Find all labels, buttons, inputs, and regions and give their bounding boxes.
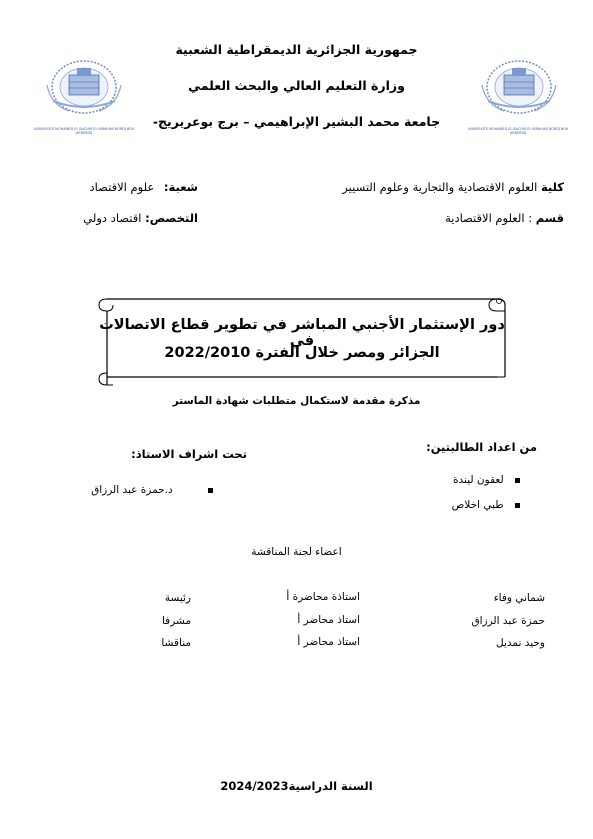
student-item <box>452 499 520 511</box>
committee-member-role: مناقشا <box>161 637 191 649</box>
specialty-row <box>83 211 198 225</box>
department-value: : العلوم الاقتصادية <box>445 211 533 225</box>
specialty-label: التخصص: <box>145 211 198 225</box>
faculty-row <box>342 180 564 194</box>
branch-label: شعبة: <box>163 180 198 194</box>
committee-member-role: رئيسة <box>164 592 191 604</box>
committee-member-rank: استاذة محاضرة أ <box>286 591 360 603</box>
faculty-label: كلية <box>540 180 564 194</box>
branch-value: علوم الاقتصاد <box>89 180 155 194</box>
supervisor-name: د.حمزة عبد الرزاق <box>91 484 173 496</box>
supervisor-item <box>91 484 213 496</box>
bullet-icon <box>515 503 520 508</box>
title-scroll <box>93 293 511 391</box>
supervisor-label: تحت اشراف الاستاذ: <box>131 447 247 461</box>
student-item <box>453 474 520 486</box>
branch-row <box>90 180 198 194</box>
logo-caption-left: UNIVERSITE MOHAMED EL BACHIR EL IBRAHIMI BORDJ BOU ARRERIDJ <box>33 127 135 135</box>
department-label: قسم <box>535 211 564 225</box>
committee-label: اعضاء لجنة المناقشة <box>251 546 342 558</box>
student-name: لعقون ليندة <box>453 474 504 486</box>
committee-member-rank: استاذ محاضر أ <box>297 636 360 648</box>
department-row <box>445 211 564 225</box>
faculty-value: العلوم الاقتصادية والتجارية وعلوم التسيير <box>342 180 538 194</box>
ministry-title: وزارة التعليم العالي والبحث العلمي <box>188 78 405 93</box>
committee-member-rank: استاذ محاضر أ <box>297 614 360 626</box>
thesis-title-line-1: دور الإستثمار الأجنبي المباشر في تطوير قطاع الاتصالات في <box>99 317 505 349</box>
thesis-subtitle: مذكرة مقدمة لاستكمال متطلبات شهادة الماستر <box>172 395 421 407</box>
bullet-icon <box>515 478 520 483</box>
logo-caption-right: UNIVERSITE MOHAMED EL BACHIR EL IBRAHIMI BORDJ BOU ARRERIDJ <box>467 127 569 135</box>
republic-title: جمهورية الجزائرية الديمقراطية الشعبية <box>175 42 418 57</box>
student-name: طبي اخلاص <box>451 499 504 511</box>
thesis-title-line-2: الجزائر ومصر خلال الفترة 2022/2010 <box>164 345 440 361</box>
specialty-value: اقتصاد دولي <box>83 211 142 225</box>
committee-member-role: مشرفا <box>161 615 191 627</box>
committee-member-name: حمزة عبد الرزاق <box>471 615 545 627</box>
university-title: جامعة محمد البشير الإبراهيمي – برج بوعريريج- <box>152 114 441 129</box>
students-label: من اعداد الطالبتين: <box>426 440 537 454</box>
committee-member-name: وحيد نمديل <box>496 637 545 649</box>
bullet-icon <box>208 488 213 493</box>
academic-year: السنة الدراسية2024/2023 <box>220 779 373 793</box>
committee-member-name: شماني وفاء <box>493 592 545 604</box>
